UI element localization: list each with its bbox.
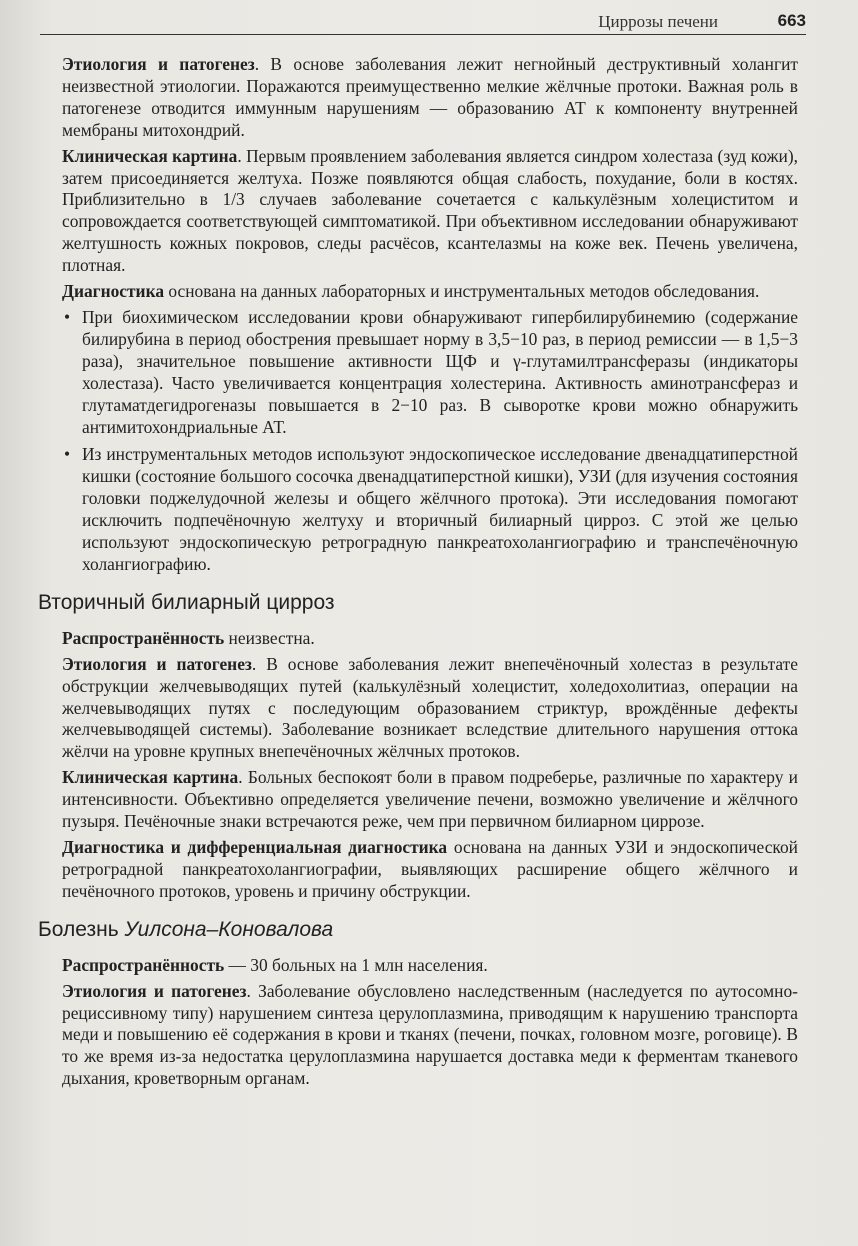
list-item-text: При биохимическом исследовании крови обнаруживают гипербилирубинемию (содержание билирубина в период обострения превышает норму в 3,5−10 раз, в период ремиссии — в 1,5−3 раза), значительное повышение активности ЩФ и γ-глутамилтрансферазы (индикаторы холестаза). Часто увеличивается концентрация холестерина. Активность аминотрансфераз и глутаматдегидрогеназы повышается в 2−10 раз. В сыворотке крови можно обнаружить антимитохондриальные АТ. xyxy=(82,306,798,437)
page-header xyxy=(40,8,806,35)
list-item xyxy=(62,307,798,438)
pbc-etiology-text: . В основе заболевания лежит негнойный деструктивный холангит неизвестной этиологии. Поражаются преимущественно мелкие жёлчные протоки. Важная роль в патогенезе отводится иммунным нарушениям — образованию АТ к компоненту внутренней мембраны митохондрий. xyxy=(62,54,798,140)
pbc-diagnostics-paragraph xyxy=(62,281,798,303)
sbc-etiology-paragraph xyxy=(62,654,798,764)
wilson-heading-name: Уилсона–Коновалова xyxy=(124,917,334,941)
sbc-prevalence-text: неизвестна. xyxy=(224,627,315,648)
wilson-etiology-paragraph xyxy=(62,981,798,1091)
pbc-diagnostics-list xyxy=(62,307,798,576)
wilson-etiology-term: Этиология и патогенез xyxy=(62,980,247,1001)
wilson-heading xyxy=(38,917,798,943)
pbc-clinic-text: . Первым проявлением заболевания является синдром холестаза (зуд кожи), затем присоединяется желтуха. Позже появляются общая слабость, похудание, боли в костях. Приблизительно в 1/3 случаев заболевание сочетается с калькулёзным холециститом и сопровождается соответствующей симптоматикой. При объективном исследовании обнаруживают желтушность кожных покровов, следы расчёсов, ксантелазмы на коже век. Печень увеличена, плотная. xyxy=(62,145,798,276)
sbc-clinic-term: Клиническая картина xyxy=(62,767,239,788)
sbc-diagnostics-term: Диагностика и дифференциальная диагностика xyxy=(62,837,448,857)
sbc-clinic-text: . Больных беспокоят боли в правом подреберье, различные по характеру и интенсивности. Объективно определяется увеличение печени, возможно увеличение и жёлчного пузыря. Печёночные знаки встречаются реже, чем при первичном билиарном циррозе. xyxy=(62,767,798,832)
wilson-heading-prefix: Болезнь xyxy=(38,917,125,941)
wilson-prevalence-term: Распространённость xyxy=(62,954,225,975)
pbc-diagnostics-text: основана на данных лабораторных и инструментальных методов обследования. xyxy=(164,281,760,302)
page-number: 663 xyxy=(777,11,806,30)
sbc-etiology-text: . В основе заболевания лежит внепечёночный холестаз в результате обструкции желчевыводящих путей (калькулёзный холецистит, холедохолитиаз, операции на желчевыводящих путях с последующим образованием стриктур, врождённые дефекты желчевыводящей системы). Заболевание возникает вследствие длительного нарушения оттока жёлчи на уровне крупных внепечёночных жёлчных протоков. xyxy=(62,653,798,762)
bullet-icon: • xyxy=(64,306,71,327)
sbc-heading: Вторичный билиарный цирроз xyxy=(38,590,335,614)
pbc-etiology-paragraph xyxy=(62,54,798,142)
wilson-prevalence-text: — 30 больных на 1 млн населения. xyxy=(224,954,488,975)
bullet-icon: • xyxy=(64,444,71,465)
sbc-diagnostics-paragraph xyxy=(62,837,798,903)
list-item xyxy=(62,444,798,575)
sbc-prevalence-term: Распространённость xyxy=(62,627,225,648)
pbc-etiology-term: Этиология и патогенез xyxy=(62,54,255,74)
pbc-clinic-term: Клиническая картина xyxy=(62,145,238,166)
page-body xyxy=(38,54,798,1094)
running-title: Циррозы печени xyxy=(598,12,718,31)
pbc-diagnostics-term: Диагностика xyxy=(62,281,165,302)
list-item-text: Из инструментальных методов используют эндоскопическое исследование двенадцатиперстной кишки (состояние большого сосочка двенадцатиперстной кишки), УЗИ (для изучения состояния головки поджелудочной железы и общего жёлчного протока). Эти исследования помогают исключить подпечёночную желтуху и вторичный билиарный цирроз. С этой же целью используют эндоскопическую ретроградную панкреатохолангиографию и транспечёночную холангиографию. xyxy=(82,444,798,574)
sbc-clinic-paragraph xyxy=(62,767,798,833)
wilson-etiology-text: . Заболевание обусловлено наследственным (наследуется по аутосомно-рециссивному типу) нарушением синтеза церулоплазмина, приводящим к нарушению транспорта меди и повышению её содержания в крови и тканях (печени, почках, головном мозге, роговице). В то же время из-за недостатка церулоплазмина нарушается доставка меди к ферментам тканевого дыхания, кроветворным органам. xyxy=(62,980,798,1089)
sbc-prevalence-paragraph xyxy=(62,628,798,650)
sbc-etiology-term: Этиология и патогенез xyxy=(62,653,252,674)
pbc-clinic-paragraph xyxy=(62,146,798,277)
sbc-diagnostics-text: основана на данных УЗИ и эндоскопической ретроградной панкреатохолангиографии, выявляющих расширение общего жёлчного и печёночного протоков, уровень и причину обструкции. xyxy=(62,837,798,901)
wilson-prevalence-paragraph xyxy=(62,955,798,977)
